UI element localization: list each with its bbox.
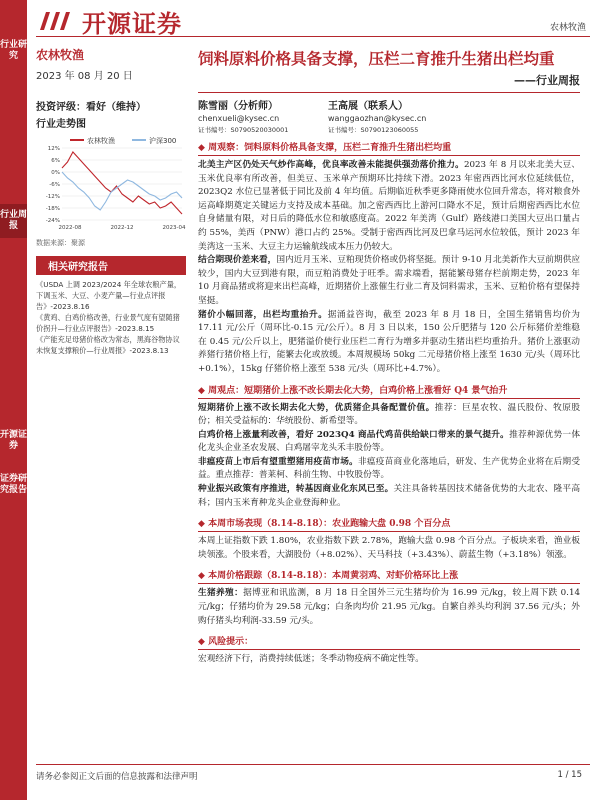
paragraph-lead: 北美主产区仍处天气炒作高峰，优良率改善未能提供强劲落价推力。 xyxy=(198,160,464,170)
author-cert: 证书编号：S0790123060055 xyxy=(328,126,419,134)
section-paragraph xyxy=(198,429,580,456)
author-email[interactable]: wanggaozhan@kysec.cn xyxy=(328,114,427,123)
bullet-icon: ◆ xyxy=(198,571,209,582)
footer-disclaimer: 请务必参阅正文后面的信息披露和法律声明 xyxy=(36,772,198,782)
report-section xyxy=(198,383,580,511)
series-line xyxy=(62,172,182,210)
related-report-item[interactable]: 《黄鸡、白鸡价格改善，行业景气度有望随猪价拐升—行业点评报告》-2023.8.15 xyxy=(36,313,180,333)
section-paragraph xyxy=(198,159,580,254)
section-paragraph xyxy=(198,535,580,562)
paragraph-lead: 猪价小幅回落，出栏均重抬升。 xyxy=(198,309,328,320)
paragraph-text: 推荐：巨星农牧、温氏股份、牧原股份；相关受益标的：华统股份、新希望等。 xyxy=(198,402,581,427)
report-subtitle: ——行业周报 xyxy=(514,74,580,87)
section-paragraph xyxy=(198,402,580,429)
report-section xyxy=(198,516,580,562)
paragraph-text: 关注具备转基因技术储备优势的大北农、隆平高科；国内玉米育种龙头企业登海种业。 xyxy=(198,484,581,508)
y-tick-label: -18% xyxy=(45,206,60,212)
header-industry-tag: 农林牧渔 xyxy=(549,23,586,33)
logo-text: 开源证券 xyxy=(82,9,182,38)
section-header-text: 本周价格跟踪（8.14-8.18）：本周黄羽鸡、对虾价格环比上涨 xyxy=(208,571,459,582)
section-header-text: 周观察：饲料原料价格具备支撑，压栏二育推升生猪出栏均重 xyxy=(208,143,452,153)
sidebar-tab-industry-research: 行业研究 xyxy=(0,40,28,61)
section-header xyxy=(198,140,580,156)
report-date: 2023 年 08 月 20 日 xyxy=(36,71,133,82)
section-header-text: 本周市场表现（8.14-8.18）：农业跑输大盘 0.98 个百分点 xyxy=(208,519,451,530)
trend-chart-svg xyxy=(36,134,186,234)
author-cert: 证书编号：S0790520030001 xyxy=(198,126,289,134)
report-section xyxy=(198,568,580,628)
legend-label: 农林牧渔 xyxy=(87,137,115,145)
paragraph-lead: 结合期现价差来看， xyxy=(198,255,277,266)
paragraph-text: 据涌益咨询，截至 2023 年 8 月 18 日，全国生猪销售均价为 17.11 元/公斤（周环比-0.15 元/公斤）。8 月 3 日以来，150 公斤肥猪与 120 公斤标猪价差维稳在 0.45 元/公斤以上，肥猪溢价使行业压栏二育行为增多并驱动生猪出栏均重抬升。猪价上涨驱动养猪行猪价格上行，能繁去化或放缓。本周规模场 50kg 二元母猪价格上涨至 1630 元/头（周环比+0.1%），15kg 仔猪价格上涨至 538 元/头（周环比+4.7%）。 xyxy=(198,309,580,374)
section-header xyxy=(198,634,580,650)
paragraph-text: 国内近月玉米、豆粕现货价格或仍将坚挺。预计 9-10 月北美新作大豆前期供应较少，国内大豆到港有限，而豆粕消费处于旺季。需求端看，据能繁母猪存栏前期走势，2023 年 10 月商品猪或将迎来出栏高峰，近期猪价上涨催生行业二育及饲料需求，玉米、豆粕价格有望保持坚挺。 xyxy=(198,255,581,306)
paragraph-lead: 种业振兴政策有序推进，转基因商业化东风已至。 xyxy=(198,484,394,495)
bullet-icon: ◆ xyxy=(198,143,209,153)
chart-source: 数据来源：聚源 xyxy=(36,239,85,247)
author-email[interactable]: chenxueli@kysec.cn xyxy=(198,114,280,123)
report-sections xyxy=(198,140,580,667)
y-tick-label: 6% xyxy=(51,158,60,164)
y-tick-label: -24% xyxy=(45,218,60,224)
section-header xyxy=(198,383,580,399)
paragraph-lead: 短期猪价上涨不改长期去化大势，优质猪企具备配置价值。 xyxy=(198,402,435,413)
sidebar-tab-weekly-report: 行业周报 xyxy=(0,204,27,238)
author-1 xyxy=(198,97,328,134)
author-block xyxy=(198,97,580,134)
paragraph-text: 推荐种源优势一体化龙头企业圣农发展、白鸡屠宰龙头禾丰股份等。 xyxy=(198,429,581,454)
section-header xyxy=(198,516,580,532)
related-report-item[interactable]: 《产能充足母猪价格改为常态，黑海谷物协议未恢复支撑粮价—行业周报》-2023.8.13 xyxy=(36,335,180,355)
series-line xyxy=(62,152,182,214)
author-name: 陈雪丽（分析师） xyxy=(198,101,278,112)
y-tick-label: 12% xyxy=(47,146,60,152)
left-column xyxy=(36,46,186,356)
sector-name: 农林牧渔 xyxy=(36,48,85,62)
company-logo xyxy=(38,6,182,36)
page-number: 1 / 15 xyxy=(557,770,582,780)
header-divider xyxy=(36,36,590,37)
report-title: 饲料原料价格具备支撑，压栏二育推升生猪出栏均重 xyxy=(198,49,555,68)
section-header xyxy=(198,568,580,584)
legend-label: 沪深300 xyxy=(149,137,177,145)
section-header-text: 风险提示： xyxy=(208,637,254,648)
paragraph-lead: 生猪养殖： xyxy=(198,588,244,599)
y-tick-label: -12% xyxy=(45,194,60,200)
y-tick-label: -6% xyxy=(49,182,60,188)
section-paragraph xyxy=(198,254,580,308)
paragraph-text: 据博亚和讯监测，8 月 18 日全国外三元生猪均价为 16.99 元/kg，较上周下跌 0.14 元/kg；仔猪均价为 29.58 元/kg；白条肉均价 21.95 元/kg。自繁自养头均利润 37.56 元/头；外购仔猪头均利润-33.59 元/头。 xyxy=(198,588,580,626)
paragraph-text: 本周上证指数下跌 1.80%，农业指数下跌 2.78%，跑输大盘 0.98 个百分点。子板块来看，渔业板块领涨。个股来看，大湖股份（+8.02%）、天马科技（+3.43%）、蔚蓝生物（+3.18%）领涨。 xyxy=(198,536,580,560)
y-tick-label: 0% xyxy=(51,170,60,176)
related-report-item[interactable]: 《USDA 上调 2023/2024 年全球农粮产量，下调玉米、大豆、小麦产量—行业点评报告》-2023.8.16 xyxy=(36,280,182,311)
investment-rating: 投资评级：看好（维持） xyxy=(36,102,146,113)
section-paragraph xyxy=(198,483,580,510)
report-section xyxy=(198,634,580,667)
x-tick-label: 2023-04 xyxy=(162,225,186,231)
trend-chart-title: 行业走势图 xyxy=(36,119,86,130)
main-column xyxy=(198,48,580,667)
author-name: 王高展（联系人） xyxy=(328,101,408,112)
related-research-list xyxy=(36,279,186,356)
report-section xyxy=(198,140,580,377)
sidebar-tab-securities-report: 证券研究报告 xyxy=(0,474,28,495)
section-paragraph xyxy=(198,653,580,667)
sidebar-tab-kysec: 开源证券 xyxy=(0,430,28,451)
bullet-icon: ◆ xyxy=(198,385,209,396)
trend-chart xyxy=(36,134,186,238)
related-research-header: 相关研究报告 xyxy=(36,256,186,275)
paragraph-text: 非瘟疫苗商业化落地后，研发、生产优势企业将在后期受益。重点推荐：普莱柯、科前生物、中牧股份等。 xyxy=(198,456,581,481)
paragraph-lead: 白鸡价格上涨量利改善，看好 2023Q4 商品代鸡苗供给缺口带来的景气提升。 xyxy=(198,429,510,440)
title-divider xyxy=(198,92,580,93)
x-tick-label: 2022-12 xyxy=(110,225,134,231)
left-sidebar xyxy=(0,0,27,800)
x-tick-label: 2022-08 xyxy=(58,225,82,231)
paragraph-text: 宏观经济下行，消费持续低迷；冬季动物疫病不确定性等。 xyxy=(198,654,424,665)
footer-divider xyxy=(36,764,590,765)
logo-mark-icon xyxy=(38,10,76,32)
section-paragraph xyxy=(198,309,580,377)
paragraph-text: 2023 年 8 月以来北美大豆、玉米优良率有所改善，但美豆、玉米单产预期环比持续下滑。2023 年密西西比河水位延续低位，2023Q2 水位已显著低于同比及前 4 年均值。后期临近秋季更多降雨使水位回升常态，将对粮食外运高峰期奠定关键运力支持及成本基础。加之密西西比上游河口降水不足，预计后期密西西比水位自身储量有限，对日后的降低水位和敏感度高。2022 年美湾（Gulf）路线港口美国大豆出口量占约 55%，美西（PNW）港口占约 25%。受制于密西西比河及巴拿马运河水位较低，预计 2023 年美湾这一玉米、大豆主力运输航线成本压力仍较大。 xyxy=(198,160,581,252)
section-paragraph xyxy=(198,456,580,483)
paragraph-lead: 非瘟疫苗上市后有望重塑猪用疫苗市场。 xyxy=(198,456,358,467)
bullet-icon: ◆ xyxy=(198,519,209,530)
section-paragraph xyxy=(198,587,580,628)
section-header-text: 周观点：短期猪价上涨不改长期去化大势，白鸡价格上涨看好 Q4 景气抬升 xyxy=(208,385,508,396)
author-2 xyxy=(328,97,458,134)
bullet-icon: ◆ xyxy=(198,637,209,648)
